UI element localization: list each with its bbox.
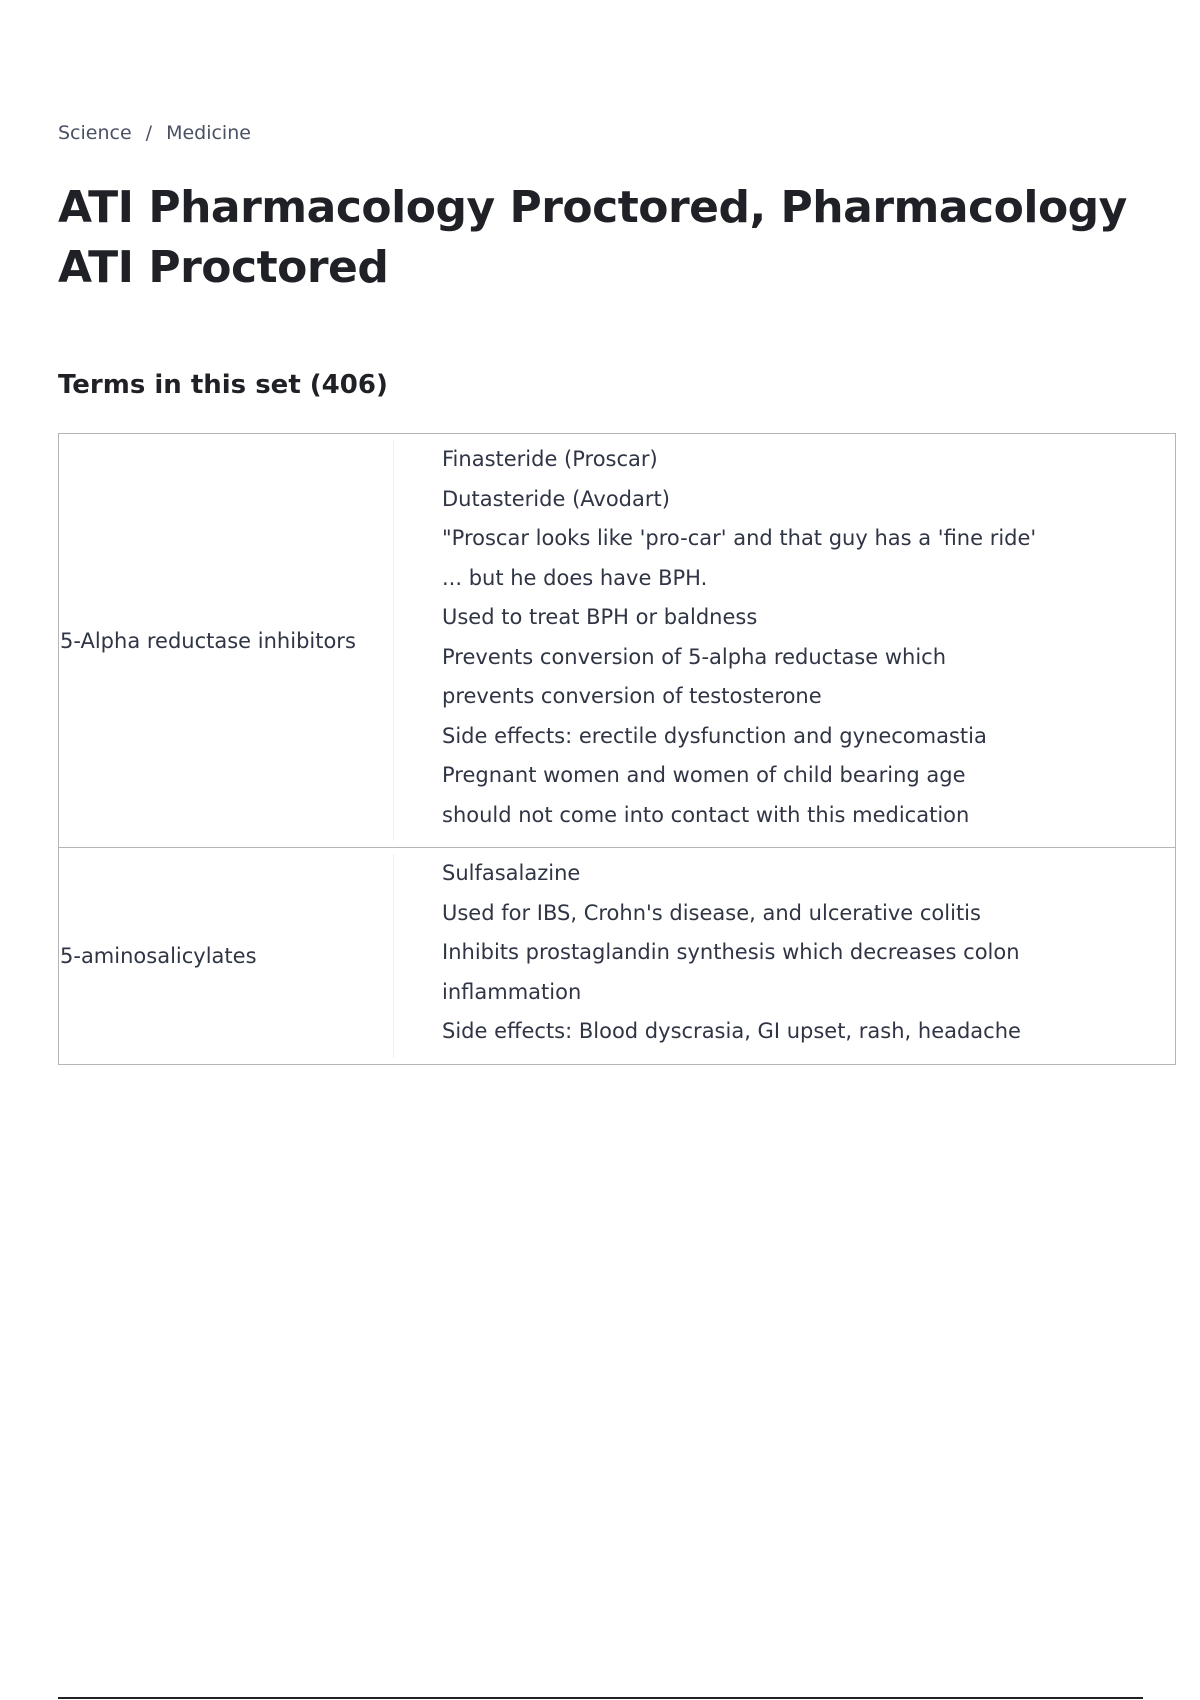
- footer-divider: [58, 1697, 1143, 1699]
- definition-line: Dutasteride (Avodart): [442, 486, 670, 511]
- page-title: ATI Pharmacology Proctored, Pharmacology ATI Proctored: [58, 182, 1127, 293]
- definition-cell: [394, 434, 1175, 847]
- definition-line: Pregnant women and women of child bearing age: [442, 763, 966, 787]
- definition-cell: [394, 848, 1175, 1064]
- term-cell: [59, 440, 394, 841]
- terms-heading: Terms in this set (406): [58, 370, 388, 400]
- term-text: 5-Alpha reductase inhibitors: [60, 628, 356, 653]
- table-row: [59, 848, 1175, 1064]
- definition-line: inflammation: [442, 979, 582, 1004]
- definition-line: Inhibits prostaglandin synthesis which decreases colon: [442, 940, 1020, 964]
- term-text: 5-aminosalicylates: [60, 943, 257, 968]
- term-cell: [59, 854, 394, 1058]
- definition-line: "Proscar looks like 'pro-car' and that guy has a 'fine ride': [442, 526, 1037, 550]
- definition-line: Side effects: erectile dysfunction and gynecomastia: [442, 723, 987, 748]
- page-content: [58, 0, 1176, 1700]
- definition-line: should not come into contact with this medication: [442, 802, 970, 827]
- definition-line: Side effects: Blood dyscrasia, GI upset, rash, headache: [442, 1019, 1021, 1043]
- definition-line: ... but he does have BPH.: [442, 565, 708, 590]
- definition-line: Finasteride (Proscar): [442, 447, 658, 471]
- definition-line: Used to treat BPH or baldness: [442, 605, 758, 629]
- definition-line: Prevents conversion of 5-alpha reductase which: [442, 644, 947, 669]
- terms-table: [58, 433, 1176, 1065]
- breadcrumb-separator: /: [145, 122, 153, 144]
- breadcrumb: [58, 122, 251, 144]
- breadcrumb-link-science[interactable]: Science: [58, 122, 132, 144]
- definition-line: prevents conversion of testosterone: [442, 684, 822, 708]
- breadcrumb-link-medicine[interactable]: Medicine: [166, 122, 251, 144]
- table-row: [59, 434, 1175, 848]
- definition-line: Sulfasalazine: [442, 861, 581, 885]
- definition-line: Used for IBS, Crohn's disease, and ulcerative colitis: [442, 900, 981, 925]
